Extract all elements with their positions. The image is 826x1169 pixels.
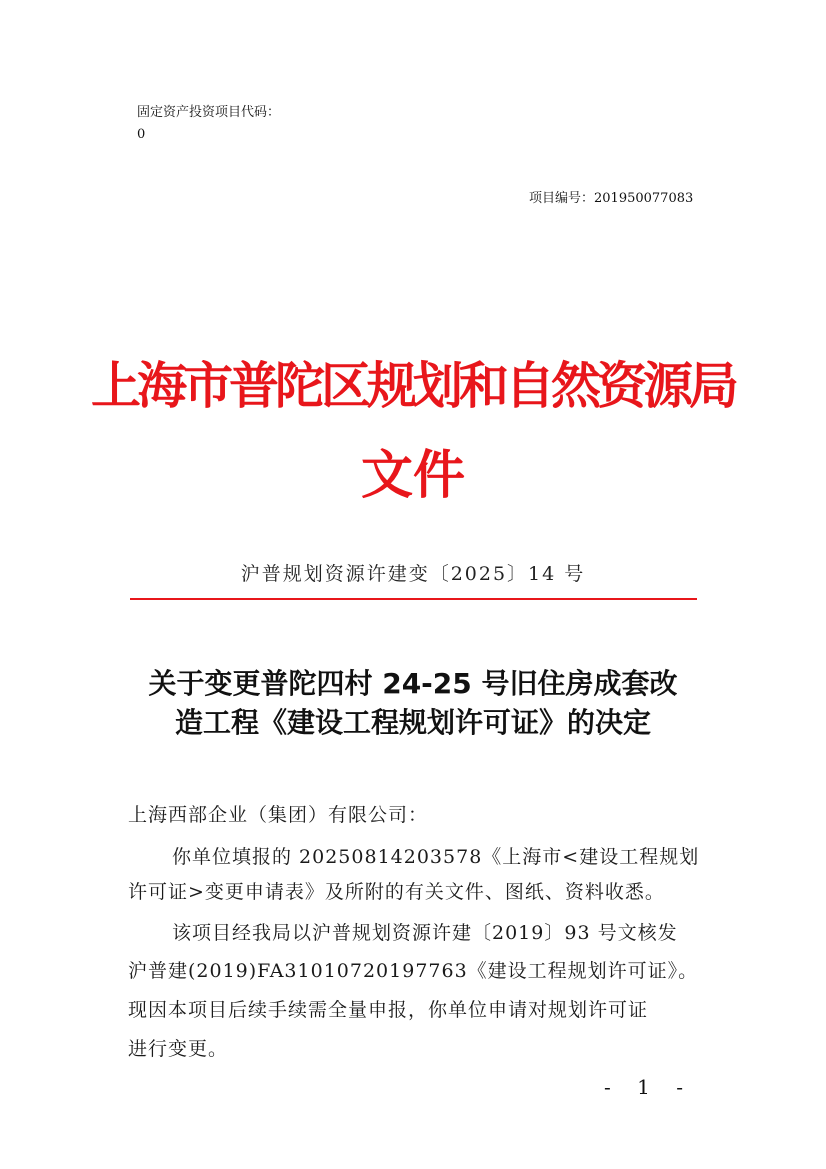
paragraph-1-line: 你单位填报的 20250814203578《上海市<建设工程规划 xyxy=(172,846,700,868)
document-number: 沪普规划资源许建变〔2025〕14 号 xyxy=(240,563,586,585)
project-code-value: 0 xyxy=(137,127,146,142)
paragraph-2-line: 现因本项目后续手续需全量申报，你单位申请对规划许可证 xyxy=(128,999,649,1021)
document-title-line-2: 造工程《建设工程规划许可证》的决定 xyxy=(174,706,651,739)
red-divider-line xyxy=(130,598,697,600)
issuer-document-label: 文件 xyxy=(360,446,465,506)
paragraph-2-line: 该项目经我局以沪普规划资源许建〔2019〕93 号文核发 xyxy=(172,922,678,944)
page-number: - 1 - xyxy=(604,1075,693,1099)
document-title-line-1: 关于变更普陀四村 24-25 号旧住房成套改 xyxy=(148,667,678,700)
addressee: 上海西部企业（集团）有限公司： xyxy=(128,804,429,826)
project-code-label: 固定资产投资项目代码： xyxy=(137,105,281,120)
project-number: 项目编号：201950077083 xyxy=(529,191,694,206)
paragraph-2-line: 进行变更。 xyxy=(128,1038,229,1060)
paragraph-1-line: 许可证>变更申请表》及所附的有关文件、图纸、资料收悉。 xyxy=(128,881,665,903)
paragraph-2-line: 沪普建(2019)FA31010720197763《建设工程规划许可证》。 xyxy=(128,960,699,982)
issuer-name: 上海市普陀区规划和自然资源局 xyxy=(91,357,735,415)
